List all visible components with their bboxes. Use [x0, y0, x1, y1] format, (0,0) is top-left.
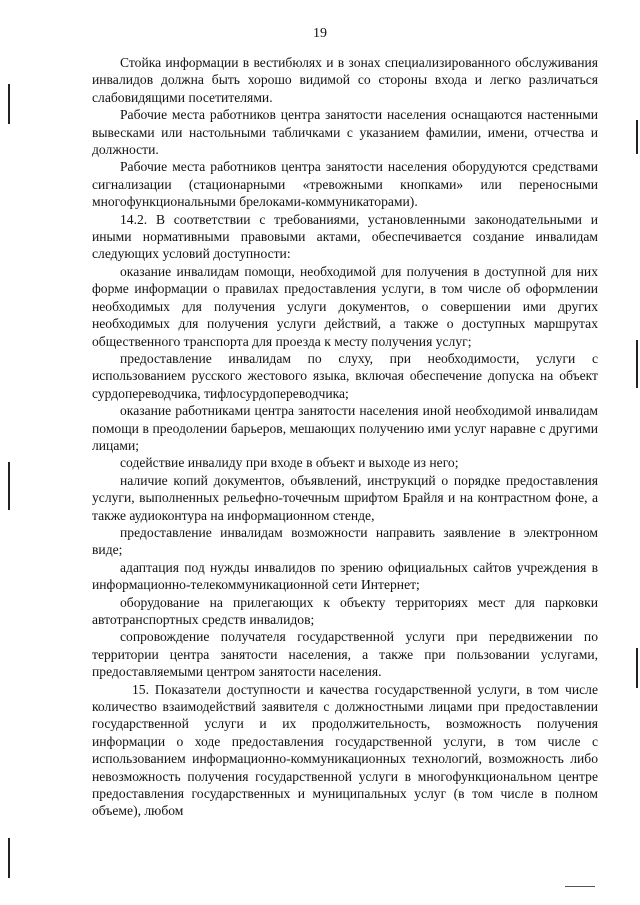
paragraph-15: 15. Показатели доступности и качества государственной услуги, в том числе количество взаимодействий заявителя с должностными лицами при предоставлении государственной услуги и их продолжительность, возможность получения информации о ходе предоставления государственной услуги, в том числе с использованием информационно-коммуникационных технологий, возможность либо невозможность получения государственной услуги в многофункциональном центре предоставления государственных и муниципальных услуг (в том числе в полном объеме), любом [92, 681, 598, 819]
page-number: 19 [313, 26, 327, 41]
scan-margin-mark [636, 340, 638, 388]
scan-bottom-dash [565, 886, 595, 887]
paragraph-14-2: 14.2. В соответствии с требованиями, установленными законодательными и иными нормативными правовыми актами, обеспечивается создание инвалидам следующих условий доступности: [92, 211, 598, 262]
scan-margin-mark [8, 838, 10, 878]
paragraph-entry-assistance: содействие инвалиду при входе в объект и выходе из него; [120, 455, 459, 471]
paragraph-sign-language: предоставление инвалидам по слуху, при необходимости, услуги с использованием русского жестового языка, включая обеспечение допуска на объект сурдопереводчика, тифлосурдопереводчика; [92, 350, 598, 401]
paragraph-info-stand: Стойка информации в вестибюлях и в зонах специализированного обслуживания инвалидов должна быть хорошо видимой со стороны входа и легко различаться слабовидящими посетителями. [92, 55, 598, 105]
paragraph-workplace-signs: Рабочие места работников центра занятости населения оснащаются настенными вывесками или настольными табличками с указанием фамилии, имени, отчества и должности. [92, 107, 598, 158]
scan-margin-mark [8, 462, 10, 510]
scan-margin-mark [8, 84, 10, 124]
paragraph-barriers-help: оказание работниками центра занятости населения иной необходимой инвалидам помощи в преодолении барьеров, мешающих получению ими услуг наравне с другими лицами; [92, 403, 598, 453]
scan-margin-mark [636, 648, 638, 688]
paragraph-workplace-alarm: Рабочие места работников центра занятости населения оборудуются средствами сигнализации (стационарными «тревожными кнопками» или переносными многофункциональными брелоками-коммуникаторами). [92, 159, 598, 210]
paragraph-electronic-application: предоставление инвалидам возможности направить заявление в электронном виде; [92, 524, 598, 558]
paragraph-braille-docs: наличие копий документов, объявлений, инструкций о порядке предоставления услуги, выполненных рельефно-точечным шрифтом Брайля и на контрастном фоне, а также аудиоконтура на информационном стенде, [92, 472, 598, 523]
document-body [92, 54, 598, 820]
paragraph-escort: сопровождение получателя государственной услуги при передвижении по территории центра занятости населения, а также при пользовании услугами, предоставляемыми центром занятости населения. [92, 629, 598, 680]
paragraph-assistance-info: оказание инвалидам помощи, необходимой для получения в доступной для них форме информации о правилах предоставления услуги, в том числе об оформлении необходимых для получения услуги документов, о совершении ими других необходимых для получения услуги действий, а также о доступных маршрутах общественного транспорта для проезда к месту получения услуг; [92, 263, 598, 349]
paragraph-website-adaptation: адаптация под нужды инвалидов по зрению официальных сайтов учреждения в информационно-телекоммуникационной сети Интернет; [92, 559, 598, 593]
scan-margin-mark [636, 120, 638, 154]
paragraph-parking: оборудование на прилегающих к объекту территориях мест для парковки автотранспортных средств инвалидов; [92, 594, 598, 627]
